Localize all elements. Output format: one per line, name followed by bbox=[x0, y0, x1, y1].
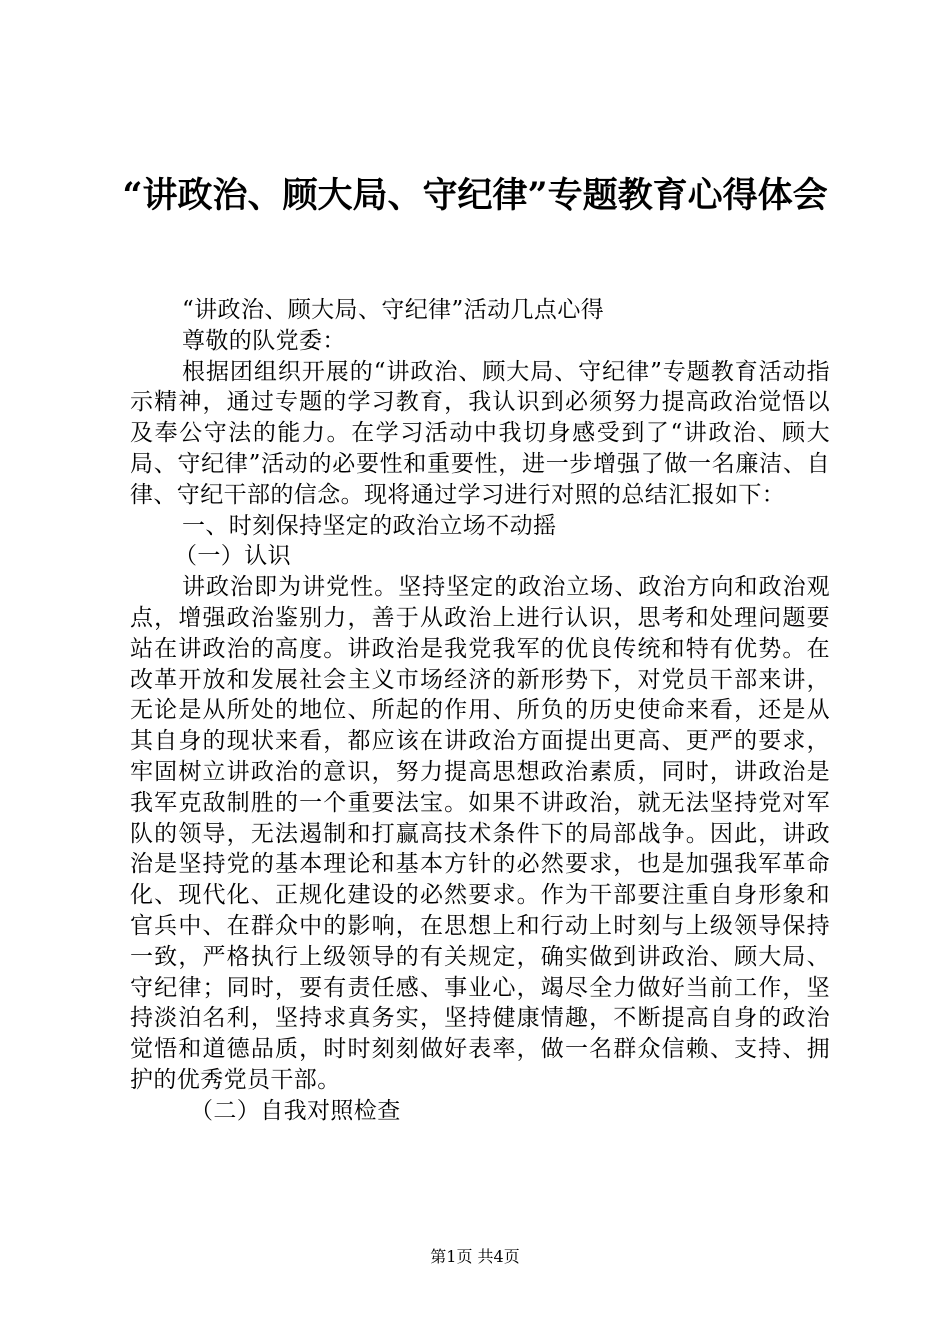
subtitle-paragraph: “讲政治、顾大局、守纪律”活动几点心得 bbox=[182, 297, 605, 323]
intro-paragraph: 根据团组织开展的“讲政治、顾大局、守纪律”专题教育活动指示精神，通过专题的学习教育，我认识到必须努力提高政治觉悟以及奉公守法的能力。在学习活动中我切身感受到了“讲政治、顾大局、守纪律”活动的必要性和重要性，进一步增强了做一名廉洁、自律、守纪干部的信念。现将通过学习进行对照的总结汇报如下： bbox=[130, 358, 830, 508]
subsection-heading-1: （一）认识 bbox=[174, 543, 291, 570]
body-paragraph: 讲政治即为讲党性。坚持坚定的政治立场、政治方向和政治观点，增强政治鉴别力，善于从政治上进行认识，思考和处理问题要站在讲政治的高度。讲政治是我党我军的优良传统和特有优势。在改革开放和发展社会主义市场经济的新形势下，对党员干部来讲，无论是从所处的地位、所起的作用、所负的历史使命来看，还是从其自身的现状来看，都应该在讲政治方面提出更高、更严的要求，牢固树立讲政治的意识，努力提高思想政治素质，同时，讲政治是我军克敌制胜的一个重要法宝。如果不讲政治，就无法坚持党对军队的领导，无法遏制和打赢高技术条件下的局部战争。因此，讲政治是坚持党的基本理论和基本方针的必然要求，也是加强我军革命化、现代化、正规化建设的必然要求。作为干部要注重自身形象和官兵中、在群众中的影响，在思想上和行动上时刻与上级领导保持一致，严格执行上级领导的有关规定，确实做到讲政治、顾大局、守纪律；同时，要有责任感、事业心，竭尽全力做好当前工作，坚持淡泊名利，坚持求真务实，坚持健康情趣，不断提高自身的政治觉悟和道德品质，时时刻刻做好表率，做一名群众信赖、支持、拥护的优秀党员干部。 bbox=[130, 574, 830, 1093]
subsection-heading-2: （二）自我对照检查 bbox=[190, 1097, 401, 1124]
document-title: “讲政治、顾大局、守纪律”专题教育心得体会 bbox=[122, 175, 828, 216]
salutation-paragraph: 尊敬的队党委： bbox=[182, 327, 346, 354]
page-footer: 第1页 共4页 bbox=[430, 1247, 520, 1266]
section-heading-1: 一、时刻保持坚定的政治立场不动摇 bbox=[182, 512, 557, 539]
document-body bbox=[130, 295, 830, 1127]
